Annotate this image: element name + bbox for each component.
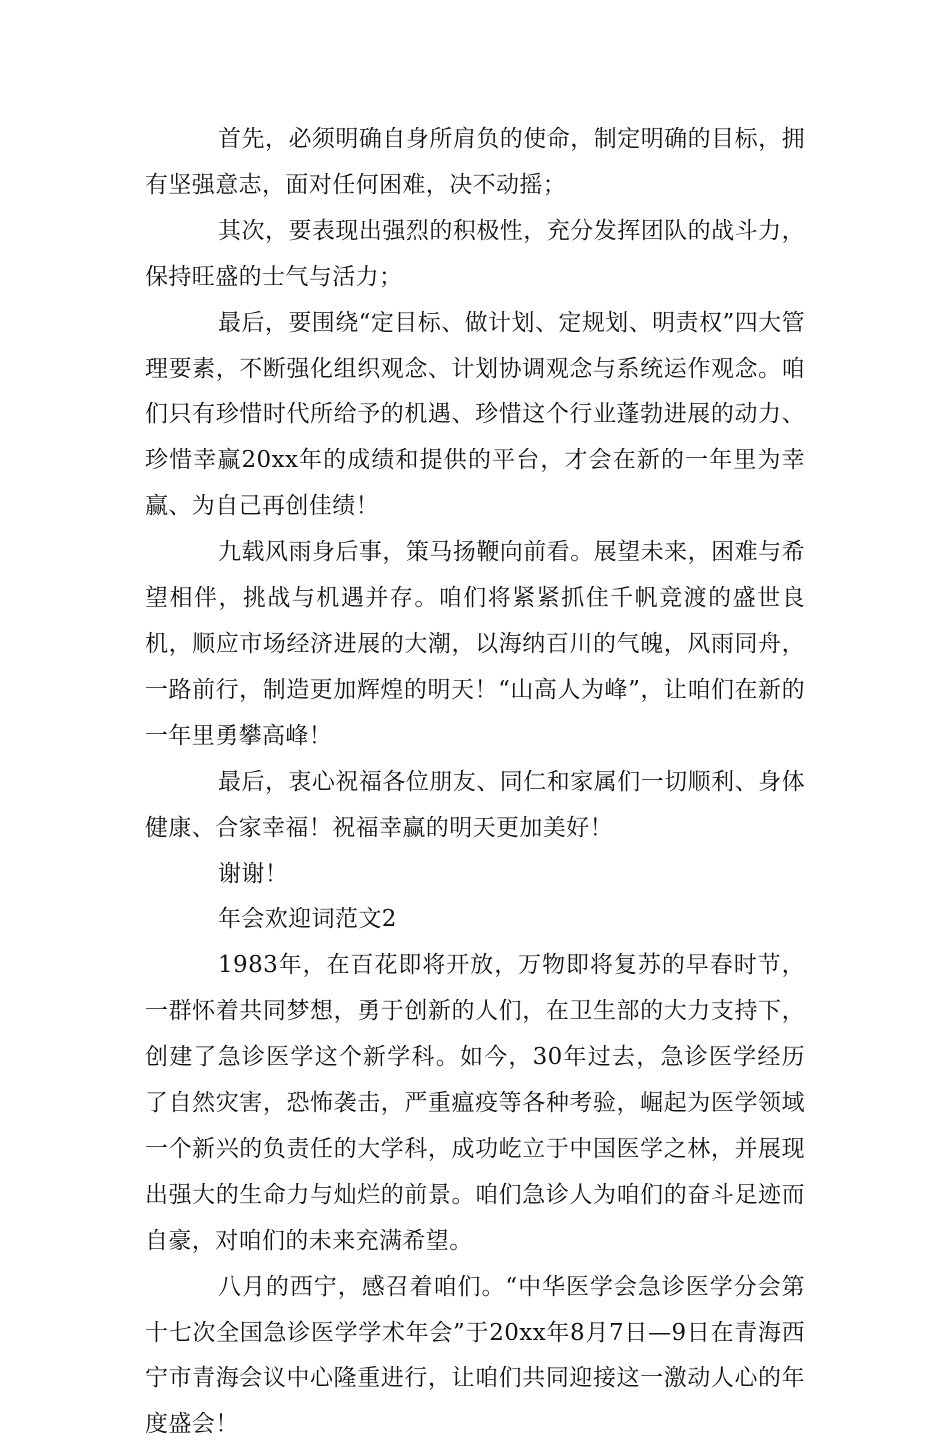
paragraph-mission: 首先，必须明确自身所肩负的使命，制定明确的目标，拥有坚强意志，面对任何困难，决不动摇； bbox=[145, 126, 805, 198]
paragraph-outlook: 九载风雨身后事，策马扬鞭向前看。展望未来，困难与希望相伴，挑战与机遇并存。咱们将紧紧抓住千帆竞渡的盛世良机，顺应市场经济进展的大潮，以海纳百川的气魄，风雨同舟，一路前行，制造更加辉煌的明天！“山高人为峰”，让咱们在新的一年里勇攀高峰！ bbox=[145, 539, 805, 749]
paragraph-management-elements: 最后，要围绕“定目标、做计划、定规划、明责权”四大管理要素，不断强化组织观念、计划协调观念与系统运作观念。咱们只有珍惜时代所给予的机遇、珍惜这个行业蓬勃进展的动力、珍惜幸赢20xx年的成绩和提供的平台，才会在新的一年里为幸赢、为自己再创佳绩！ bbox=[145, 309, 805, 520]
paragraph-thanks: 谢谢！ bbox=[218, 860, 289, 887]
section-heading: 年会欢迎词范文2 bbox=[218, 906, 397, 933]
paragraph-conference: 八月的西宁，感召着咱们。“中华医学会急诊医学分会第十七次全国急诊医学学术年会”于20xx年8月7日—9日在青海西宁市青海会议中心隆重进行，让咱们共同迎接这一激动人心的年度盛会！ bbox=[145, 1273, 805, 1438]
paragraph-history: 1983年，在百花即将开放，万物即将复苏的早春时节，一群怀着共同梦想，勇于创新的人们，在卫生部的大力支持下，创建了急诊医学这个新学科。如今，30年过去，急诊医学经历了自然灾害，恐怖袭击，严重瘟疫等各种考验，崛起为医学领域一个新兴的负责任的大学科，成功屹立于中国医学之林，并展现出强大的生命力与灿烂的前景。咱们急诊人为咱们的奋斗足迹而自豪，对咱们的未来充满希望。 bbox=[145, 952, 805, 1254]
paragraph-blessings: 最后，衷心祝福各位朋友、同仁和家属们一切顺利、身体健康、合家幸福！祝福幸赢的明天更加美好！ bbox=[145, 768, 805, 841]
paragraph-enthusiasm: 其次，要表现出强烈的积极性，充分发挥团队的战斗力，保持旺盛的士气与活力； bbox=[145, 217, 805, 290]
document-body bbox=[145, 117, 805, 1448]
